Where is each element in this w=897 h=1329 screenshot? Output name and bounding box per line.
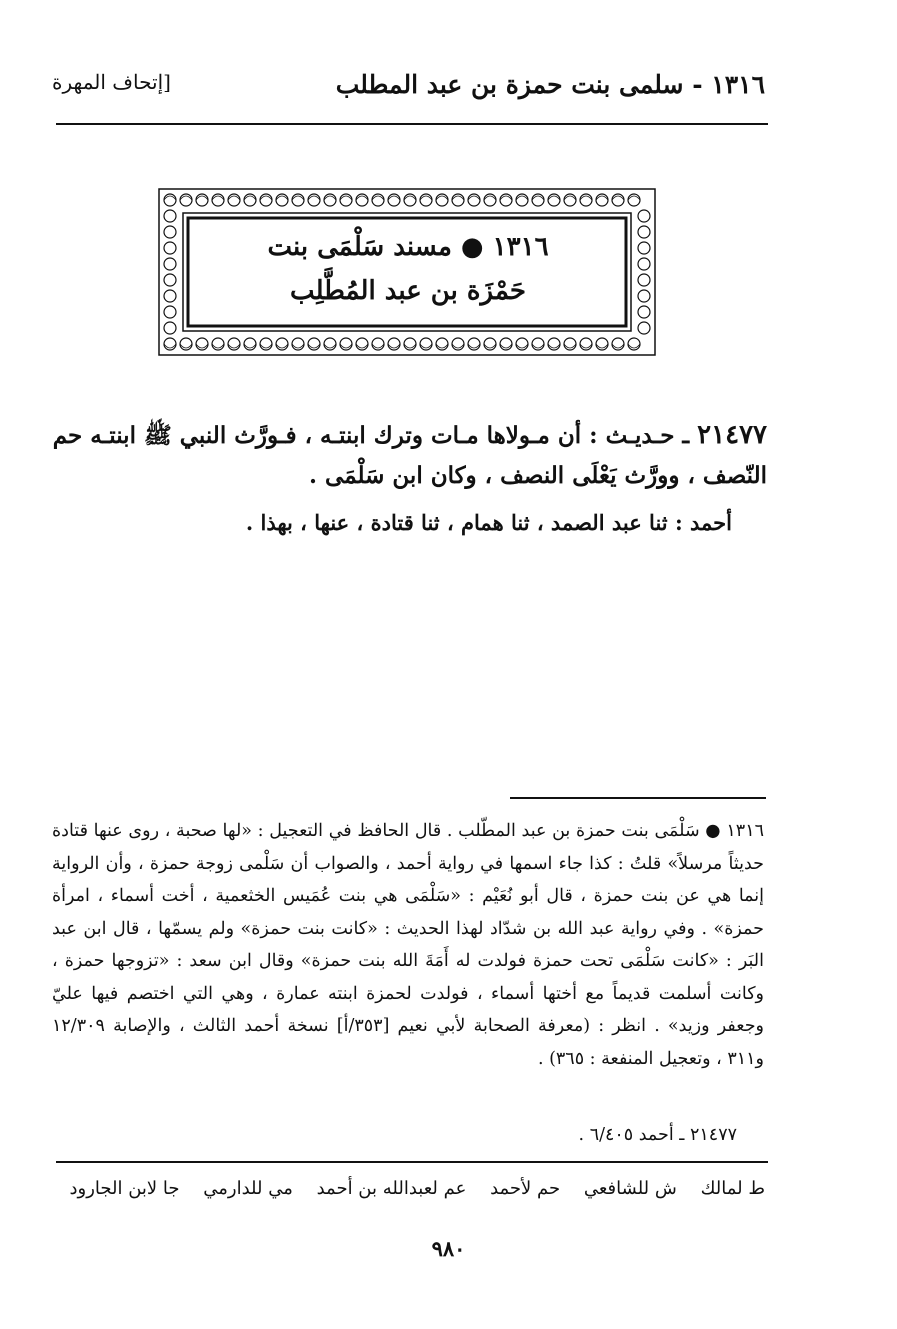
abbr-item: جا لابن الجارود xyxy=(69,1178,180,1199)
hadith-text: ـ حـديـث : أن مـولاها مـات وترك ابنتـه ، فـورَّث النبي ﷺ ابنتـه حم النّصف ، وورَّث يَعْلَى النصف ، وكان ابن سَلْمَى . xyxy=(52,422,767,489)
hadith-chain: أحمد : ثنا عبد الصمد ، ثنا همام ، ثنا قتادة ، عنها ، بهذا . xyxy=(245,510,732,535)
section-title-line2: حَمْزَة بن عبد المُطَّلِب xyxy=(290,276,526,306)
hadith-block xyxy=(52,415,767,496)
hadith-number: ٢١٤٧٧ xyxy=(697,420,767,450)
footnote-rule xyxy=(510,797,766,799)
bottom-rule xyxy=(56,1161,768,1163)
header-rule xyxy=(56,123,768,125)
abbr-item: ش للشافعي xyxy=(583,1178,677,1199)
footnote-reference: ٢١٤٧٧ ـ أحمد ٦/٤٠٥ . xyxy=(578,1125,737,1145)
section-title-line1: ١٣١٦ ● مسند سَلْمَى بنت xyxy=(267,232,549,262)
running-header-book: [إتحاف المهرة xyxy=(52,70,171,94)
abbr-item: حم لأحمد xyxy=(490,1178,561,1199)
page-number: ٩٨٠ xyxy=(431,1236,466,1261)
footnote-text: ١٣١٦ ● سَلْمَى بنت حمزة بن عبد المطّلب . قال الحافظ في التعجيل : «لها صحبة ، روى عنها قتادة حديثاً مرسلاً» قلتُ : كذا جاء اسمها في رواية أحمد ، والصواب أن سَلْمى زوجة حمزة ، وأن الرواية إنما هي عن بنت حمزة ، قال أبو نُعَيْم : «سَلْمَى هي بنت عُمَيس الخثعمية ، أخت أسماء ، امرأة حمزة» . وفي رواية عبد الله بن شدّاد لهذا الحديث : «كانت بنت حمزة» ولم يسمّها ، قال ابن عبد البَر : «كانت سَلْمَى تحت حمزة فولدت له أَمَةَ الله بنت حمزة» وقال ابن سعد : «تزوجها حمزة ، وكانت أسلمت قديماً مع أختها أسماء ، فولدت لحمزة ابنته عمارة ، وهي التي اختصم فيها عليّ وجعفر وزيد» . انظر : (معرفة الصحابة لأبي نعيم [٣٥٣/أ] نسخة أحمد الثالث ، والإصابة ١٢/٣٠٩ و٣١١ ، وتعجيل المنفعة : ٣٦٥) . xyxy=(52,821,764,1069)
footnote xyxy=(52,815,764,1075)
abbreviations-legend xyxy=(51,1178,765,1199)
section-title xyxy=(188,218,628,326)
abbr-item: مي للدارمي xyxy=(203,1178,293,1199)
abbr-item: عم لعبدالله بن أحمد xyxy=(316,1178,467,1199)
abbr-item: ط لمالك xyxy=(700,1178,765,1199)
running-header-title: ١٣١٦ - سلمى بنت حمزة بن عبد المطلب xyxy=(335,70,765,99)
